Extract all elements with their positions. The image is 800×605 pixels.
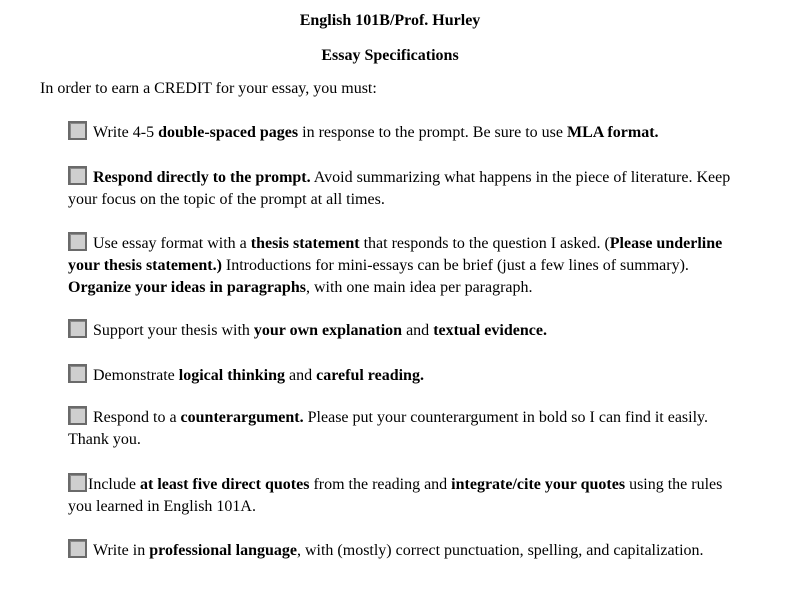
checklist-item <box>68 121 748 144</box>
checklist-item <box>68 232 748 299</box>
item-text: Respond directly to the prompt. Avoid summarizing what happens in the piece of literature. Keep your focus on the topic of the prompt at all times. <box>68 169 731 208</box>
checkbox[interactable] <box>68 473 87 492</box>
item-text: Demonstrate logical thinking and careful reading. <box>93 367 424 384</box>
item-text: Include at least five direct quotes from the reading and integrate/cite your quotes using the rules you learned in English 101A. <box>68 476 723 515</box>
checklist-item <box>68 319 748 342</box>
item-text: Write 4-5 double-spaced pages in response to the prompt. Be sure to use MLA format. <box>93 124 659 141</box>
checkbox[interactable] <box>68 232 87 251</box>
checklist-item <box>68 166 748 211</box>
intro-text: In order to earn a CREDIT for your essay, you must: <box>40 80 377 97</box>
course-heading: English 101B/Prof. Hurley <box>299 12 481 29</box>
page-title: Essay Specifications <box>321 47 459 64</box>
checklist-item <box>68 473 748 518</box>
item-text: Support your thesis with your own explanation and textual evidence. <box>93 322 547 339</box>
checklist-item <box>68 406 748 451</box>
checkbox[interactable] <box>68 121 87 140</box>
checklist-item <box>68 364 748 387</box>
checklist-item <box>68 539 748 562</box>
checkbox[interactable] <box>68 364 87 383</box>
checkbox[interactable] <box>68 166 87 185</box>
checkbox[interactable] <box>68 539 87 558</box>
checkbox[interactable] <box>68 319 87 338</box>
item-text: Write in professional language, with (mostly) correct punctuation, spelling, and capitalization. <box>93 542 704 559</box>
item-text: Respond to a counterargument. Please put your counterargument in bold so I can find it easily. Thank you. <box>68 409 708 448</box>
checkbox[interactable] <box>68 406 87 425</box>
item-text: Use essay format with a thesis statement that responds to the question I asked. (Please underline your thesis statement.) Introductions for mini-essays can be brief (just a few lines of summary). Organize your ideas in paragraphs, with one main idea per paragraph. <box>68 235 723 296</box>
